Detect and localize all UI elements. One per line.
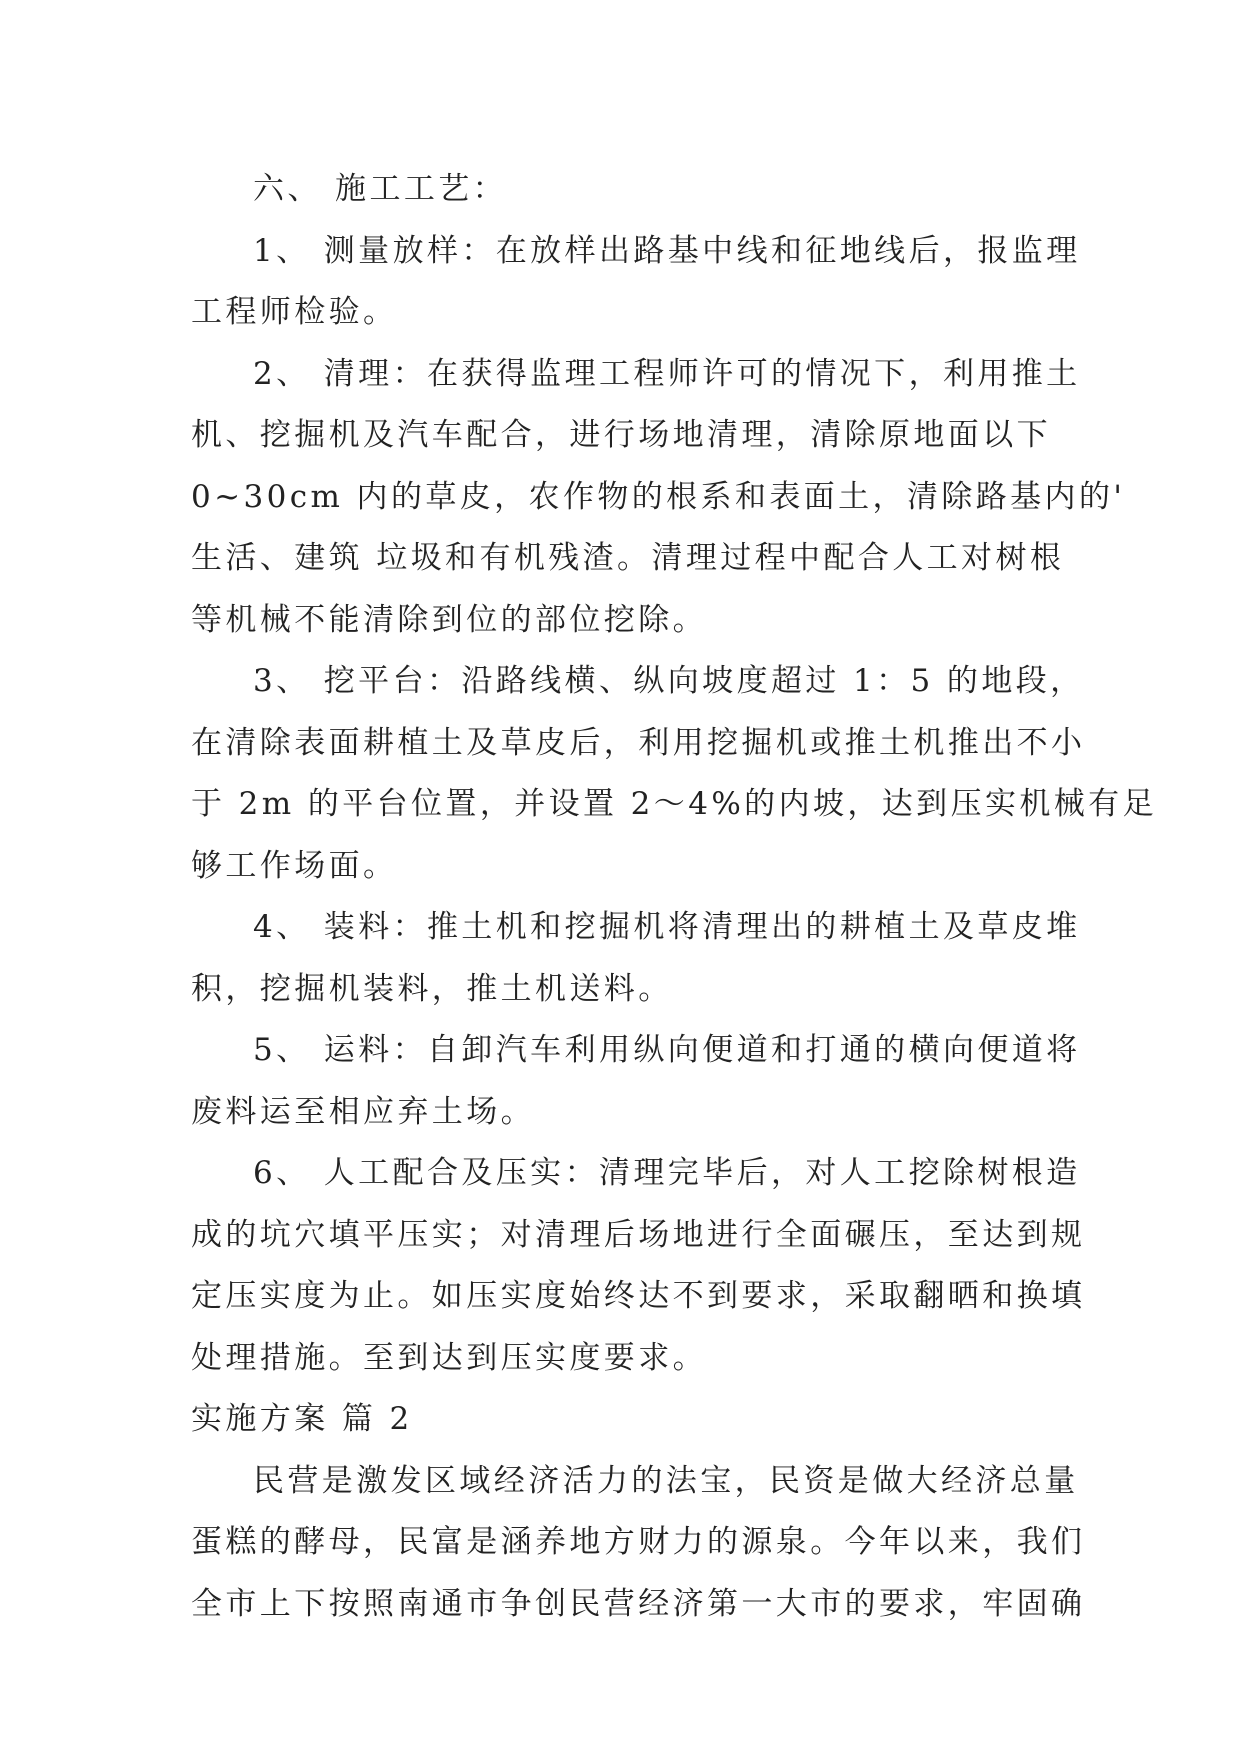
paragraph-line: 4、 装料：推土机和挖掘机将清理出的耕植土及草皮堆	[253, 909, 1081, 945]
paragraph-line: 在清除表面耕植土及草皮后，利用挖掘机或推土机推出不小	[191, 724, 1086, 761]
paragraph-line: 积，挖掘机装料，推土机送料。	[191, 970, 673, 1007]
section-heading: 六、 施工工艺：	[253, 171, 508, 207]
paragraph-line: 废料运至相应弃土场。	[191, 1093, 535, 1130]
paragraph-line: 成的坑穴填平压实；对清理后场地进行全面碾压，至达到规	[191, 1216, 1086, 1253]
paragraph-line: 5、 运料：自卸汽车利用纵向便道和打通的横向便道将	[253, 1032, 1081, 1068]
paragraph-line: 6、 人工配合及压实：清理完毕后，对人工挖除树根造	[253, 1155, 1081, 1191]
paragraph-line: 于 2m 的平台位置，并设置 2～4%的内坡，达到压实机械有足	[191, 786, 1157, 822]
document-body	[191, 159, 1157, 1635]
paragraph-line: 机、挖掘机及汽车配合，进行场地清理，清除原地面以下	[191, 417, 1051, 453]
paragraph-line: 够工作场面。	[191, 847, 398, 884]
paragraph-line: 工程师检验。	[191, 294, 398, 330]
paragraph-line: 生活、建筑 垃圾和有机残渣。清理过程中配合人工对树根	[191, 540, 1065, 576]
section-title: 实施方案 篇 2	[191, 1401, 413, 1437]
paragraph-line: 蛋糕的酵母，民富是涵养地方财力的源泉。今年以来，我们	[191, 1524, 1086, 1560]
paragraph-line: 1、 测量放样：在放样出路基中线和征地线后，报监理	[253, 232, 1081, 269]
paragraph-line: 全市上下按照南通市争创民营经济第一大市的要求，牢固确	[191, 1585, 1086, 1622]
paragraph-line: 2、 清理：在获得监理工程师许可的情况下，利用推土	[253, 355, 1081, 392]
paragraph-line: 等机械不能清除到位的部位挖除。	[191, 601, 707, 638]
paragraph-line: 民营是激发区域经济活力的法宝，民资是做大经济总量	[253, 1462, 1079, 1499]
paragraph-line: 0~30cm 内的草皮，农作物的根系和表面土，清除路基内的'	[191, 478, 1126, 515]
paragraph-line: 处理措施。至到达到压实度要求。	[191, 1339, 707, 1376]
paragraph-line: 3、 挖平台：沿路线横、纵向坡度超过 1：5 的地段，	[253, 663, 1085, 699]
paragraph-line: 定压实度为止。如压实度始终达不到要求，采取翻晒和换填	[191, 1278, 1086, 1314]
